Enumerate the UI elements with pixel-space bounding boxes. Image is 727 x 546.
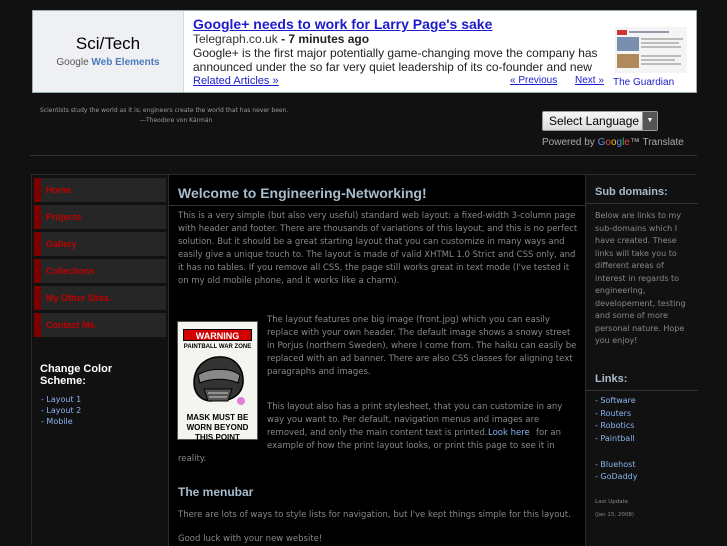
link-robotics[interactable]: - Robotics — [595, 421, 635, 430]
google-logo-text — [598, 137, 630, 148]
google-letter: o — [610, 137, 617, 148]
paintball-mask-icon — [188, 353, 248, 411]
quote-text: Scientists study the world as it is; engineers create the world that has never been. — [40, 107, 289, 114]
print-stylesheet-paragraph-2b: example of how the print layout looks, or print this page to see it in — [267, 441, 555, 451]
news-next-link[interactable]: Next » — [575, 75, 604, 86]
news-source-sep: - — [277, 32, 289, 46]
powered-by-google-translate — [542, 137, 684, 148]
title-divider — [169, 205, 585, 206]
menubar-heading: The menubar — [178, 485, 254, 499]
link-bluehost[interactable]: - Bluehost — [595, 460, 636, 469]
google-letter: G — [597, 137, 606, 148]
header-quote — [40, 106, 288, 126]
news-source — [193, 32, 369, 46]
news-brand-panel — [33, 11, 184, 92]
menubar-paragraph: There are lots of ways to style lists for navigation, but I've kept things simple for this layout. — [178, 510, 571, 520]
closing-paragraph: Good luck with your new website! — [178, 534, 323, 544]
paintball-warning-image — [177, 321, 258, 440]
print-stylesheet-paragraph-1: This layout also has a print stylesheet, that you can customize in any way you want to. Per default, navigation menus and images are removed, and only the main content text is printed. — [267, 402, 563, 438]
subdomains-text: Below are links to my sub-domains which I have created. These links will take you to different areas of interest in regards to engineering, developement, testing and some of more personal nature. Hope you enjoy! — [595, 211, 686, 345]
news-time: 7 minutes ago — [288, 32, 370, 46]
brand-google-text: Google — [56, 57, 89, 68]
warning-sign-label: WARNING — [183, 329, 252, 341]
color-scheme-heading: Change Color Scheme: — [40, 363, 113, 387]
layout-features-paragraph: The layout features one big image (front.jpg) which you can easily replace with your own header. The default image shows a snowy street in Porjus (northern Sweden), where I come from. The haiku can easily be replaced with an ad banner. There are also CSS classes for aligning text paragraphs and images. — [267, 315, 577, 377]
subdomains-divider — [586, 203, 698, 204]
link-paintball[interactable]: - Paintball — [595, 434, 635, 443]
nav-item-collections[interactable]: Collections — [34, 259, 166, 283]
translate-label: Translate — [642, 137, 684, 148]
right-sidebar — [586, 175, 698, 546]
news-publisher-link[interactable]: The Guardian — [613, 77, 675, 88]
nav-item-projects[interactable]: Projects — [34, 205, 166, 229]
scheme-link-layout-1[interactable]: - Layout 1 — [41, 395, 82, 404]
link-software[interactable]: - Software — [595, 396, 636, 405]
last-update-date: (Jan 15, 2008) — [595, 512, 635, 518]
print-stylesheet-paragraph-2c: reality. — [178, 454, 207, 464]
left-sidebar — [32, 175, 169, 546]
brand-web-elements-text: Web Elements — [91, 57, 160, 68]
powered-by-label: Powered by — [542, 137, 595, 148]
link-godaddy[interactable]: - GoDaddy — [595, 472, 638, 481]
news-previous-link[interactable]: « Previous — [510, 75, 558, 86]
intro-paragraph: This is a very simple (but also very useful) standard web layout: a fixed-width 3-column page with header and footer. There are thousands of variations of this layout, and this is no perfect solution. But it should be a great starting layout that you can customize in many ways and easily give a unique touch to. The layout is made of valid XHTML 1.0 Strict and CSS only, and it has no tables. If you remove all CSS, the page still works great in text mode (I've tested it on my old mobile phone, and it works like a charm). — [178, 211, 578, 286]
news-widget — [32, 10, 697, 93]
warning-sign-text: MASK MUST BE WORN BEYOND THIS POINT — [186, 413, 249, 442]
language-select-label: Select Language — [549, 114, 640, 128]
chevron-down-icon[interactable]: ▼ — [642, 112, 657, 130]
google-letter: g — [616, 137, 623, 148]
subdomains-heading: Sub domains: — [595, 186, 668, 198]
page-body — [31, 174, 697, 545]
nav-item-gallery[interactable]: Gallery — [34, 232, 166, 256]
news-snippet: Google+ is the first major potentially game-changing move the company has announced under the so far very quiet leadership of its co-founder and new — [193, 46, 598, 74]
google-letter: l — [622, 137, 625, 148]
language-select[interactable] — [542, 111, 658, 131]
look-here-link-wrap — [488, 427, 530, 440]
news-headline-link[interactable]: Google+ needs to work for Larry Page's sake — [193, 16, 493, 32]
nav-item-other-sites[interactable]: My Other Sites. — [34, 286, 166, 310]
trademark-symbol: ™ — [629, 137, 640, 148]
links-heading: Links: — [595, 373, 628, 385]
news-source-name: Telegraph.co.uk — [193, 32, 278, 46]
google-letter: e — [624, 137, 630, 148]
look-here-link[interactable]: Look here — [488, 428, 530, 438]
page-title: Welcome to Engineering-Networking! — [178, 185, 427, 201]
quote-author: —Theodore von Kármán — [140, 117, 213, 124]
scheme-link-mobile[interactable]: - Mobile — [41, 417, 73, 426]
nav-item-contact[interactable]: Contact Me. — [34, 313, 166, 337]
main-content — [169, 175, 586, 546]
header-divider — [30, 155, 697, 156]
news-brand-subtitle — [33, 57, 183, 68]
link-routers[interactable]: - Routers — [595, 409, 632, 418]
warning-sign-subtitle: PAINTBALL WAR ZONE — [183, 344, 252, 350]
news-related-link[interactable]: Related Articles » — [193, 75, 279, 87]
scheme-link-layout-2[interactable]: - Layout 2 — [41, 406, 82, 415]
last-update-label: Last Update — [595, 499, 629, 505]
links-divider — [586, 390, 698, 391]
print-stylesheet-paragraph-2a: for an — [536, 428, 561, 438]
nav-item-home[interactable]: Home — [34, 178, 166, 202]
news-thumbnail-image[interactable] — [615, 27, 687, 73]
news-brand-title: Sci/Tech — [75, 34, 141, 53]
google-letter: o — [605, 137, 611, 148]
